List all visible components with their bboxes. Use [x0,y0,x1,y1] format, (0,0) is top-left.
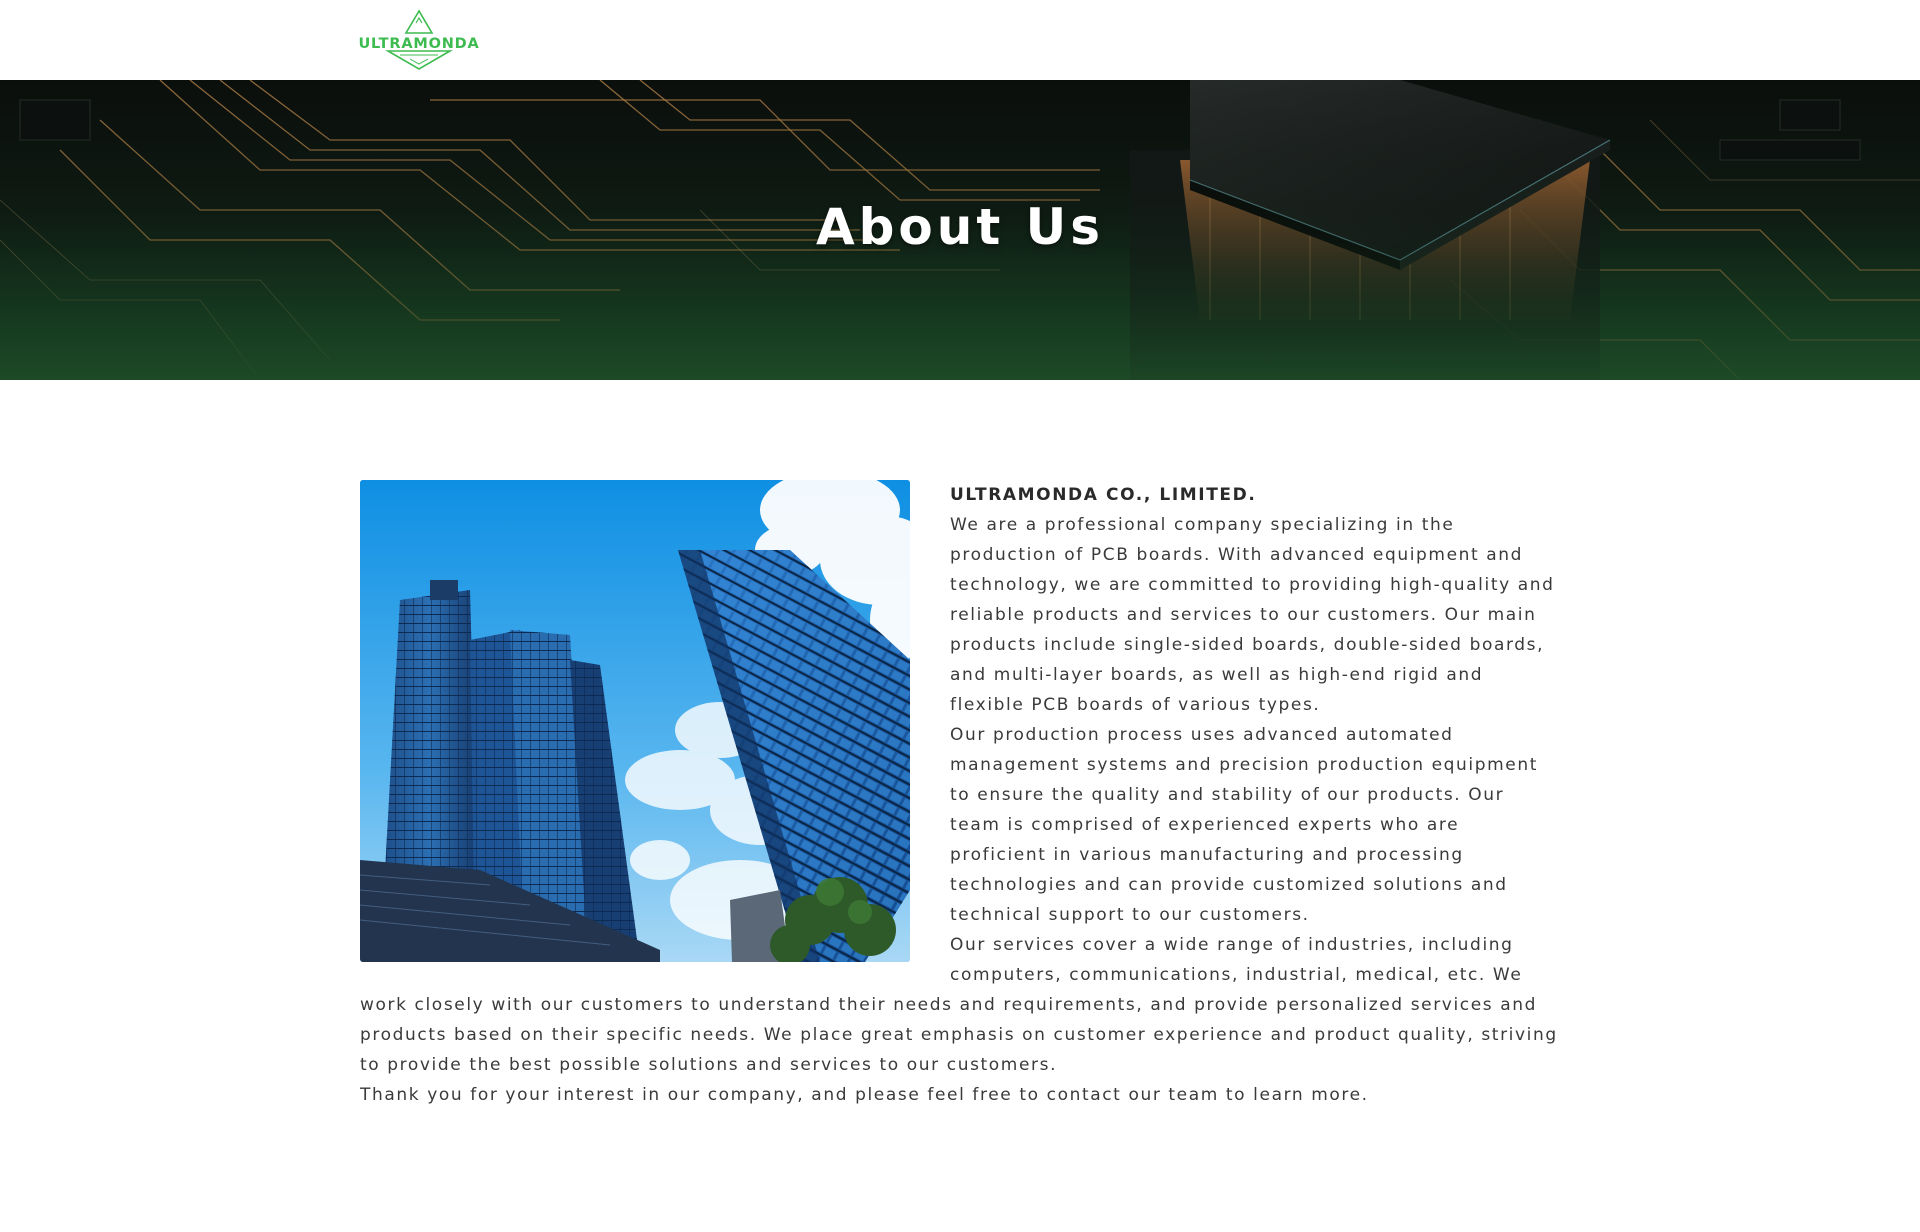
site-header [0,0,1920,80]
company-name: ULTRAMONDA CO., LIMITED. [950,485,1257,505]
about-section [360,480,1560,1110]
logo-wordmark: ULTRAMONDA [358,36,480,52]
about-paragraph-4: Thank you for your interest in our company, and please feel free to contact our team to learn more. [360,1085,1369,1105]
hero-banner [0,80,1920,380]
about-paragraph-3: Our services cover a wide range of industries, including computers, communications, industrial, medical, etc. We work closely with our customers to understand their needs and requirements, and provide personalized services and products based on their specific needs. We place great emphasis on customer experience and product quality, striving to provide the best possible solutions and services to our customers. [360,935,1558,1075]
office-buildings-photo [360,480,910,962]
ultramonda-logo[interactable] [358,9,480,71]
about-paragraph-1: We are a professional company specializing in the production of PCB boards. With advanced equipment and technology, we are committed to providing high-quality and reliable products and services to our customers. Our main products include single-sided boards, double-sided boards, and multi-layer boards, as well as high-end rigid and flexible PCB boards of various types. [950,515,1555,715]
skyscrapers-image [360,480,910,962]
logo-mark-icon [358,9,480,71]
page-title: About Us [815,198,1105,256]
about-paragraph-2: Our production process uses advanced automated management systems and precision production equipment to ensure the quality and stability of our products. Our team is comprised of experienced experts who are proficient in various manufacturing and processing technologies and can provide customized solutions and technical support to our customers. [950,725,1538,925]
